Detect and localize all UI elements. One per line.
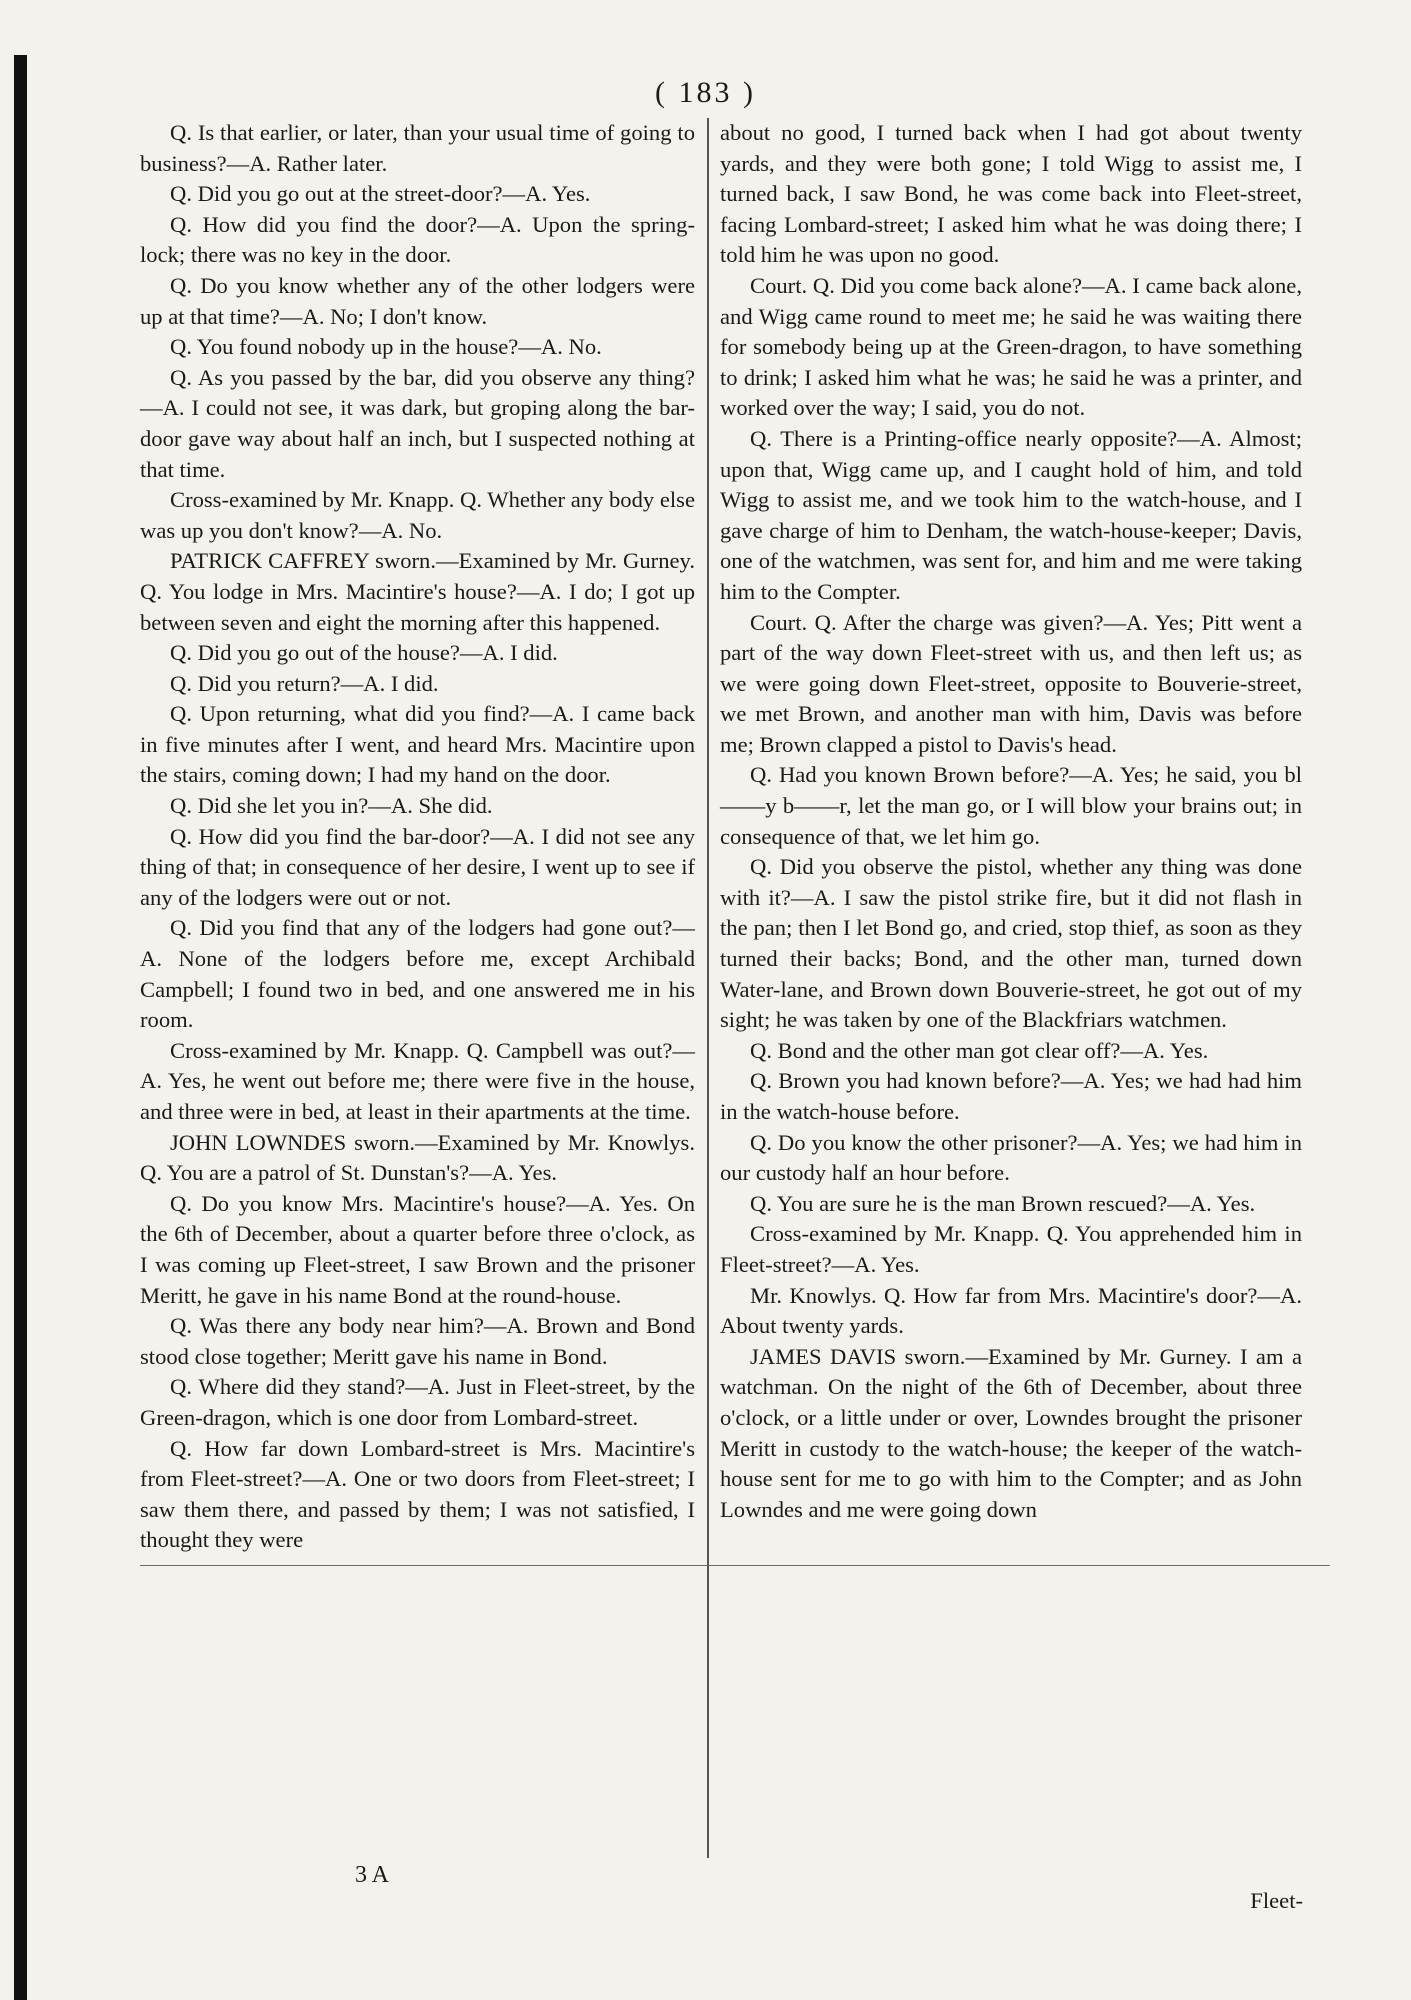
paragraph: Q. There is a Printing-office nearly opposite?—A. Almost; upon that, Wigg came up, and I caught hold of him, and told Wigg to assist me, and we took him to the watch-house, and I gave charge of him to Denham, the watch-house-keeper; Davis, one of the watchmen, was sent for, and him and me were taking him to the Compter. [720,425,1302,604]
paragraph: Q. Do you know whether any of the other lodgers were up at that time?—A. No; I don't know. [140,272,695,329]
paragraph: Mr. Knowlys. Q. How far from Mrs. Macintire's door?—A. About twenty yards. [720,1282,1302,1339]
paragraph: Q. Do you know the other prisoner?—A. Yes; we had him in our custody half an hour before. [720,1129,1302,1186]
paragraph: Q. Do you know Mrs. Macintire's house?—A. Yes. On the 6th of December, about a quarter before three o'clock, as I was coming up Fleet-street, I saw Brown and the prisoner Meritt, he gave in his name Bond at the round-house. [140,1190,695,1308]
paragraph: Q. Did she let you in?—A. She did. [170,793,493,819]
ink-line [140,1565,1330,1566]
paragraph: Q. How did you find the door?—A. Upon the spring-lock; there was no key in the door. [140,211,695,268]
right-column [720,118,1302,1525]
paragraph: Q. Bond and the other man got clear off?—A. Yes. [750,1037,1209,1063]
column-divider [707,118,709,1858]
paragraph: JOHN LOWNDES sworn.—Examined by Mr. Knowlys. Q. You are a patrol of St. Dunstan's?—A. Yes. [140,1129,695,1186]
page-number: ( 183 ) [655,76,756,109]
paragraph: Q. Did you find that any of the lodgers had gone out?—A. None of the lodgers before me, except Archibald Campbell; I found two in bed, and one answered me in his room. [140,915,695,1033]
paragraph: Q. Did you observe the pistol, whether any thing was done with it?—A. I saw the pistol strike fire, but it did not flash in the pan; then I let Bond go, and cried, stop thief, as soon as they turned their backs; Bond, and the other man, turned down Water-lane, and Brown down Bouverie-street, he got out of my sight; he was taken by one of the Blackfriars watchmen. [720,854,1302,1033]
paragraph: Q. Brown you had known before?—A. Yes; we had had him in the watch-house before. [720,1068,1302,1124]
paragraph: Court. Q. Did you come back alone?—A. I came back alone, and Wigg came round to meet me; he said he was waiting there for somebody being up at the Green-dragon, to have something to drink; I asked him what he was; he said he was a printer, and worked over the way; I said, you do not. [720,272,1302,421]
paragraph: Cross-examined by Mr. Knapp. Q. You apprehended him in Fleet-street?—A. Yes. [720,1221,1302,1277]
paragraph: Cross-examined by Mr. Knapp. Q. Campbell was out?—A. Yes, he went out before me; there were five in the house, and three were in bed, at least in their apartments at the time. [140,1037,695,1124]
paragraph: Q. Did you return?—A. I did. [170,670,439,696]
paragraph: Q. How did you find the bar-door?—A. I did not see any thing of that; in consequence of her desire, I went up to see if any of the lodgers were out or not. [140,823,695,910]
paragraph: JAMES DAVIS sworn.—Examined by Mr. Gurney. I am a watchman. On the night of the 6th of December, about three o'clock, or a little under or over, Lowndes brought the prisoner Meritt in custody to the watch-house; the keeper of the watch-house sent for me to go with him to the Compter; and as John Lowndes and me were going down [720,1343,1302,1522]
page-edge-shadow [14,55,27,2000]
paragraph: Cross-examined by Mr. Knapp. Q. Whether any body else was up you don't know?—A. No. [140,487,695,543]
paragraph: Court. Q. After the charge was given?—A. Yes; Pitt went a part of the way down Fleet-street with us, and then left us; as we were going down Fleet-street, opposite to Bouverie-street, we met Brown, and another man with him, Davis was before me; Brown clapped a pistol to Davis's head. [720,609,1302,757]
paragraph: Q. Was there any body near him?—A. Brown and Bond stood close together; Meritt gave his name in Bond. [140,1313,695,1369]
paragraph: Q. How far down Lombard-street is Mrs. Macintire's from Fleet-street?—A. One or two doors from Fleet-street; I saw them there, and passed by them; I was not satisfied, I thought they were [140,1435,695,1553]
paragraph: Q. Is that earlier, or later, than your usual time of going to business?—A. Rather later. [140,120,695,176]
catchword: Fleet- [1250,1888,1303,1913]
paragraph: Q. Upon returning, what did you find?—A. I came back in five minutes after I went, and heard Mrs. Macintire upon the stairs, coming down; I had my hand on the door. [140,701,695,788]
paragraph: Q. Had you known Brown before?—A. Yes; he said, you bl——y b——r, let the man go, or I will blow your brains out; in consequence of that, we let him go. [720,762,1302,849]
paragraph: Q. Did you go out at the street-door?—A. Yes. [170,181,591,207]
paragraph: PATRICK CAFFREY sworn.—Examined by Mr. Gurney. Q. You lodge in Mrs. Macintire's house?—A. I do; I got up between seven and eight the morning after this happened. [140,548,695,635]
paragraph: Q. You are sure he is the man Brown rescued?—A. Yes. [750,1190,1256,1216]
paragraph: Q. You found nobody up in the house?—A. No. [170,334,602,360]
paragraph: about no good, I turned back when I had got about twenty yards, and they were both gone; I told Wigg to assist me, I turned back, I saw Bond, he was come back into Fleet-street, facing Lombard-street; I asked him what he was doing there; I told him he was upon no good. [720,120,1302,268]
paragraph: Q. Did you go out of the house?—A. I did. [170,640,558,666]
signature-mark: 3 A [355,1862,390,1888]
paragraph: Q. As you passed by the bar, did you observe any thing?—A. I could not see, it was dark, but groping along the bar-door gave way about half an inch, but I suspected nothing at that time. [140,364,695,482]
left-column [140,118,695,1556]
paragraph: Q. Where did they stand?—A. Just in Fleet-street, by the Green-dragon, which is one door from Lombard-street. [140,1374,695,1430]
